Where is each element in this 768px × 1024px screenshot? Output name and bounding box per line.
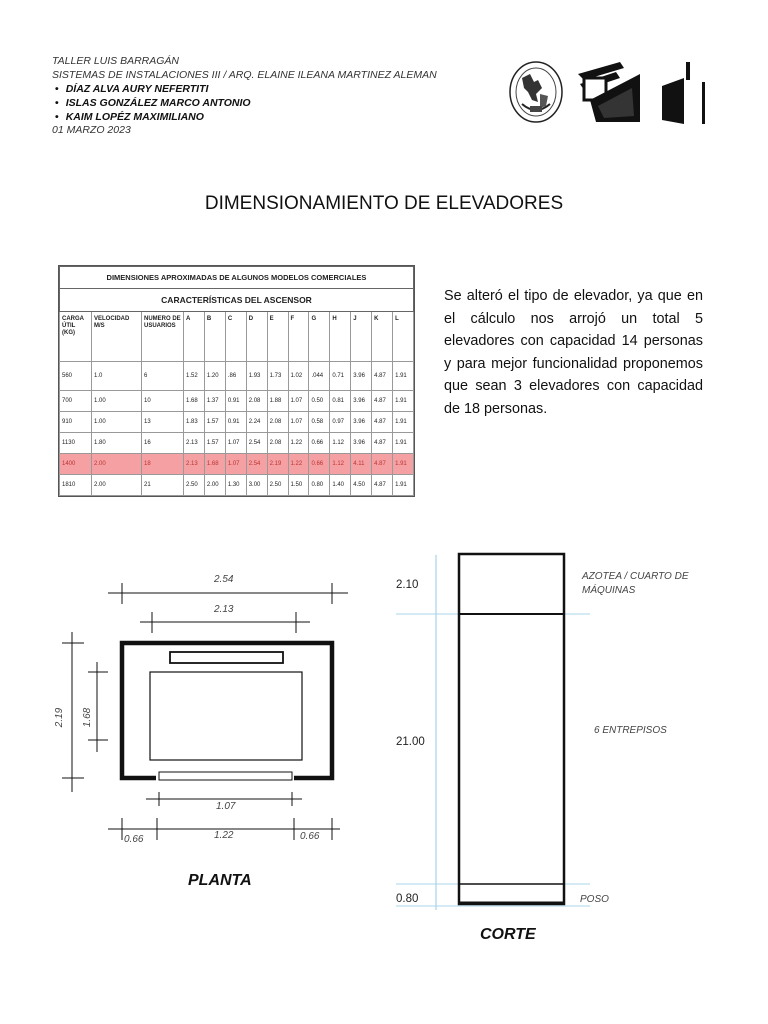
label-poso: POSO [580, 894, 609, 905]
table-cell: 1.07 [225, 433, 246, 454]
col-header: CARGA ÚTIL (KG) [60, 312, 92, 362]
table-cell: 4.87 [372, 362, 393, 391]
dim-outer-width: 2.54 [214, 574, 234, 585]
table-cell: 910 [60, 412, 92, 433]
col-header: VELOCIDAD M/S [92, 312, 142, 362]
table-cell: 1.91 [393, 475, 414, 496]
label-entrepisos: 6 ENTREPISOS [594, 725, 667, 736]
corte-drawing [396, 554, 590, 910]
table-cell: 3.00 [246, 475, 267, 496]
dim-outer-height: 2.19 [54, 707, 66, 728]
table-cell: 1130 [60, 433, 92, 454]
table-cell: 0.50 [309, 391, 330, 412]
header-course: SISTEMAS DE INSTALACIONES III / ARQ. ELAINE ILEANA MARTINEZ ALEMAN [52, 69, 437, 81]
col-header: L [393, 312, 414, 362]
dim-inner-width: 2.13 [214, 604, 234, 615]
table-cell: 16 [142, 433, 184, 454]
table-cell: 1.07 [225, 454, 246, 475]
table-cell: 3.96 [351, 412, 372, 433]
table-cell: 3.96 [351, 433, 372, 454]
col-header: NUMERO DE USUARIOS [142, 312, 184, 362]
table-cell: 2.19 [267, 454, 288, 475]
dim-inner-height: 1.68 [82, 707, 94, 728]
table-cell: 1.12 [330, 454, 351, 475]
table-cell: 1.22 [288, 433, 309, 454]
table-cell: 1.12 [330, 433, 351, 454]
table-cell: 2.08 [267, 412, 288, 433]
table-cell: 1.22 [288, 454, 309, 475]
table-cell: 1.52 [184, 362, 205, 391]
table-cell: 0.66 [309, 454, 330, 475]
col-header: F [288, 312, 309, 362]
table-cell: 4.87 [372, 412, 393, 433]
table-cell: 2.13 [184, 433, 205, 454]
table-cell: 1.83 [184, 412, 205, 433]
table-cell: 2.54 [246, 454, 267, 475]
table-cell: 10 [142, 391, 184, 412]
table-cell: 0.91 [225, 412, 246, 433]
table-cell: 0.97 [330, 412, 351, 433]
table-cell: 560 [60, 362, 92, 391]
table-cell: 1.68 [184, 391, 205, 412]
table-cell: 1.73 [267, 362, 288, 391]
table-cell: 1.02 [288, 362, 309, 391]
dim-left-margin: 0.66 [124, 834, 144, 845]
table-cell: 2.54 [246, 433, 267, 454]
planta-caption: PLANTA [188, 872, 252, 889]
dim-center: 1.22 [214, 830, 234, 841]
table-cell: 0.80 [309, 475, 330, 496]
table-cell: 1.91 [393, 391, 414, 412]
level-bottom: 0.80 [396, 893, 419, 905]
table-cell: 2.13 [184, 454, 205, 475]
table-cell: 0.81 [330, 391, 351, 412]
table-cell: 2.50 [267, 475, 288, 496]
table-cell: 1.40 [330, 475, 351, 496]
table-cell: 1.80 [92, 433, 142, 454]
table-cell: 4.11 [351, 454, 372, 475]
table-cell: 1.91 [393, 362, 414, 391]
table-cell: 1.50 [288, 475, 309, 496]
explanation-paragraph: Se alteró el tipo de elevador, ya que en el cálculo nos arrojó un total 5 elevadores con capacidad 14 personas y para mejor funcionalidad proponemos que sean 3 elevadores con capacidad de 18 personas. [444, 288, 703, 417]
author-2: • ISLAS GONZÁLEZ MARCO ANTONIO [52, 97, 251, 109]
table-cell: 2.50 [184, 475, 205, 496]
table-cell: 0.66 [309, 433, 330, 454]
table-cell: 21 [142, 475, 184, 496]
level-top: 2.10 [396, 579, 419, 591]
table-cell: 2.08 [267, 433, 288, 454]
table-cell: 0.58 [309, 412, 330, 433]
table-cell: 1.30 [225, 475, 246, 496]
table-cell: 1.93 [246, 362, 267, 391]
dim-door: 1.07 [216, 801, 236, 812]
author-3: • KAIM LOPÉZ MAXIMILIANO [52, 111, 204, 123]
col-header: H [330, 312, 351, 362]
table-cell: 1.07 [288, 391, 309, 412]
table-cell: 1.68 [204, 454, 225, 475]
table-cell: 1.88 [267, 391, 288, 412]
table-caption: DIMENSIONES APROXIMADAS DE ALGUNOS MODELOS COMERCIALES [60, 267, 414, 289]
col-header: C [225, 312, 246, 362]
col-header: A [184, 312, 205, 362]
table-cell: 6 [142, 362, 184, 391]
header-date: 01 MARZO 2023 [52, 124, 131, 136]
table-cell: 2.00 [92, 454, 142, 475]
col-header: G [309, 312, 330, 362]
table-cell: 1.91 [393, 433, 414, 454]
table-cell: 18 [142, 454, 184, 475]
planta-drawing [62, 583, 348, 840]
table-cell: .86 [225, 362, 246, 391]
table-cell: 1.57 [204, 412, 225, 433]
table-cell: .044 [309, 362, 330, 391]
table-cell: 2.24 [246, 412, 267, 433]
table-cell: 3.96 [351, 391, 372, 412]
table-subcaption: CARACTERÍSTICAS DEL ASCENSOR [60, 289, 414, 312]
author-1: • DÍAZ ALVA AURY NEFERTITI [52, 83, 208, 95]
table-cell: 1.20 [204, 362, 225, 391]
header-workshop: TALLER LUIS BARRAGÁN [52, 55, 180, 67]
table-cell: 1.57 [204, 433, 225, 454]
table-cell: 4.87 [372, 454, 393, 475]
table-cell: 700 [60, 391, 92, 412]
page-title: DIMENSIONAMIENTO DE ELEVADORES [204, 193, 564, 214]
table-cell: 2.00 [204, 475, 225, 496]
col-header: J [351, 312, 372, 362]
table-cell: 1810 [60, 475, 92, 496]
dim-right-margin: 0.66 [300, 831, 320, 842]
table-cell: 2.00 [92, 475, 142, 496]
col-header: E [267, 312, 288, 362]
corte-caption: CORTE [480, 926, 536, 943]
table-cell: 4.87 [372, 391, 393, 412]
table-cell: 1.37 [204, 391, 225, 412]
table-cell: 1.91 [393, 454, 414, 475]
col-header: B [204, 312, 225, 362]
level-mid: 21.00 [396, 736, 425, 748]
table-cell: 1.00 [92, 412, 142, 433]
table-cell: 1.0 [92, 362, 142, 391]
table-cell: 3.96 [351, 362, 372, 391]
table-cell: 2.08 [246, 391, 267, 412]
col-header: K [372, 312, 393, 362]
table-cell: 1.00 [92, 391, 142, 412]
table-cell: 4.50 [351, 475, 372, 496]
table-cell: 0.91 [225, 391, 246, 412]
table-cell: 4.87 [372, 433, 393, 454]
table-cell: 4.87 [372, 475, 393, 496]
table-cell: 13 [142, 412, 184, 433]
table-cell: 1.91 [393, 412, 414, 433]
table-cell: 1400 [60, 454, 92, 475]
table-cell: 1.07 [288, 412, 309, 433]
table-cell: 0.71 [330, 362, 351, 391]
col-header: D [246, 312, 267, 362]
label-azotea: AZOTEA / CUARTO DE MÁQUINAS [582, 571, 689, 596]
